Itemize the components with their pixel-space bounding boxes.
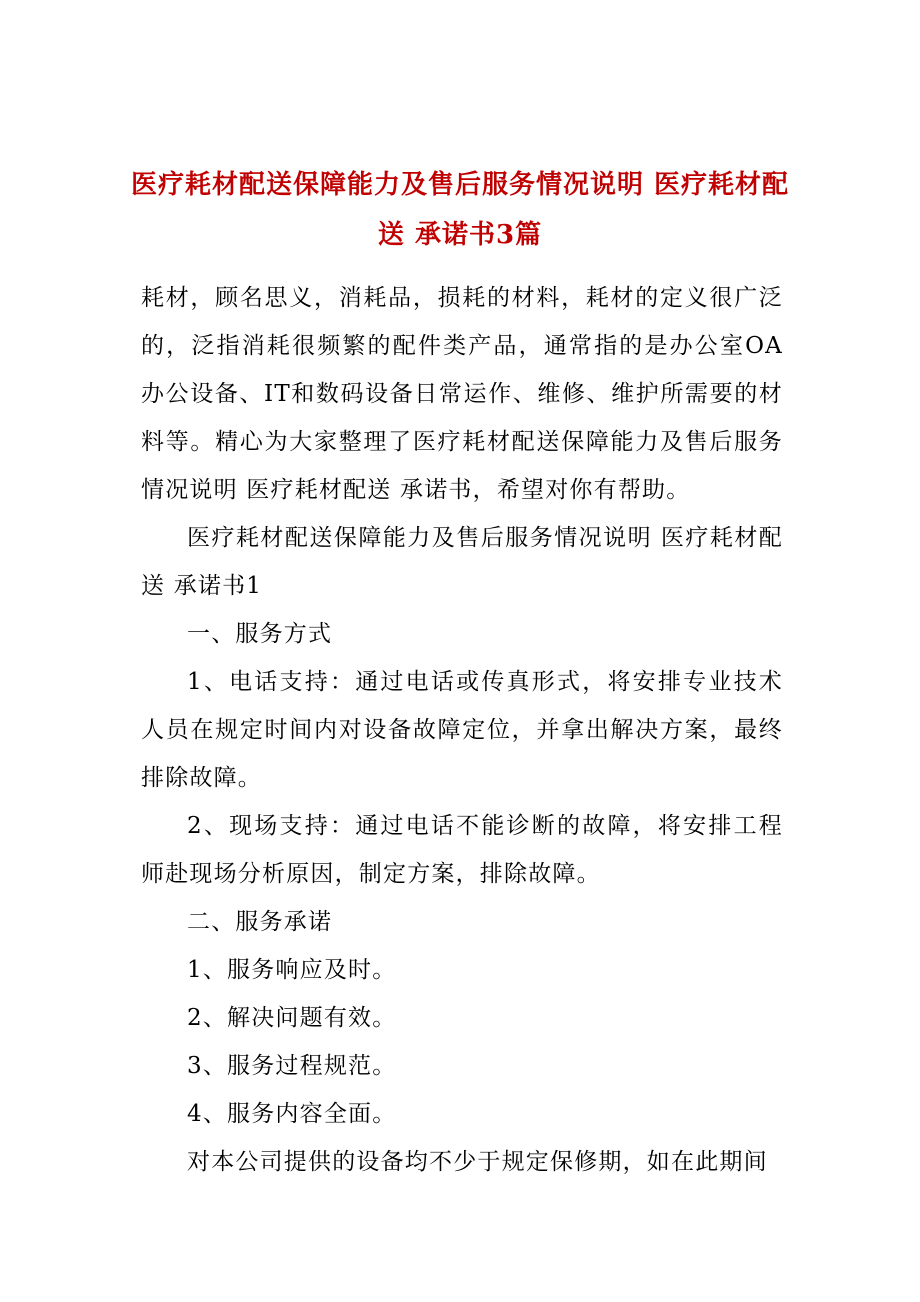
list-item-onsite-support: 2、现场支持：通过电话不能诊断的故障，将安排工程师赴现场分析原因，制定方案，排除故障。 <box>141 813 783 887</box>
list-item-commitment-4: 4、服务内容全面。 <box>187 1101 397 1127</box>
list-item-commitment-1: 1、服务响应及时。 <box>187 957 397 983</box>
list-item-phone-support: 1、电话支持：通过电话或传真形式，将安排专业技术人员在规定时间内对设备故障定位，并拿出解决方案，最终排除故障。 <box>141 669 783 791</box>
section-heading-1: 医疗耗材配送保障能力及售后服务情况说明 医疗耗材配送 承诺书1 <box>141 525 783 599</box>
list-item-commitment-3: 3、服务过程规范。 <box>187 1053 397 1079</box>
warranty-paragraph: 对本公司提供的设备均不少于规定保修期，如在此期间 <box>187 1149 768 1175</box>
document-title: 医疗耗材配送保障能力及售后服务情况说明 医疗耗材配送 承诺书3篇 <box>130 170 790 250</box>
heading-service-method: 一、服务方式 <box>187 621 333 647</box>
list-item-commitment-2: 2、解决问题有效。 <box>187 1005 397 1031</box>
intro-paragraph: 耗材，顾名思义，消耗品，损耗的材料，耗材的定义很广泛的，泛指消耗很频繁的配件类产品，通常指的是办公室OA办公设备、IT和数码设备日常运作、维修、维护所需要的材料等。精心为大家整理了医疗耗材配送保障能力及售后服务情况说明 医疗耗材配送 承诺书，希望对你有帮助。 <box>141 285 783 503</box>
heading-service-commitment: 二、服务承诺 <box>187 909 333 935</box>
document-body <box>141 274 783 1186</box>
